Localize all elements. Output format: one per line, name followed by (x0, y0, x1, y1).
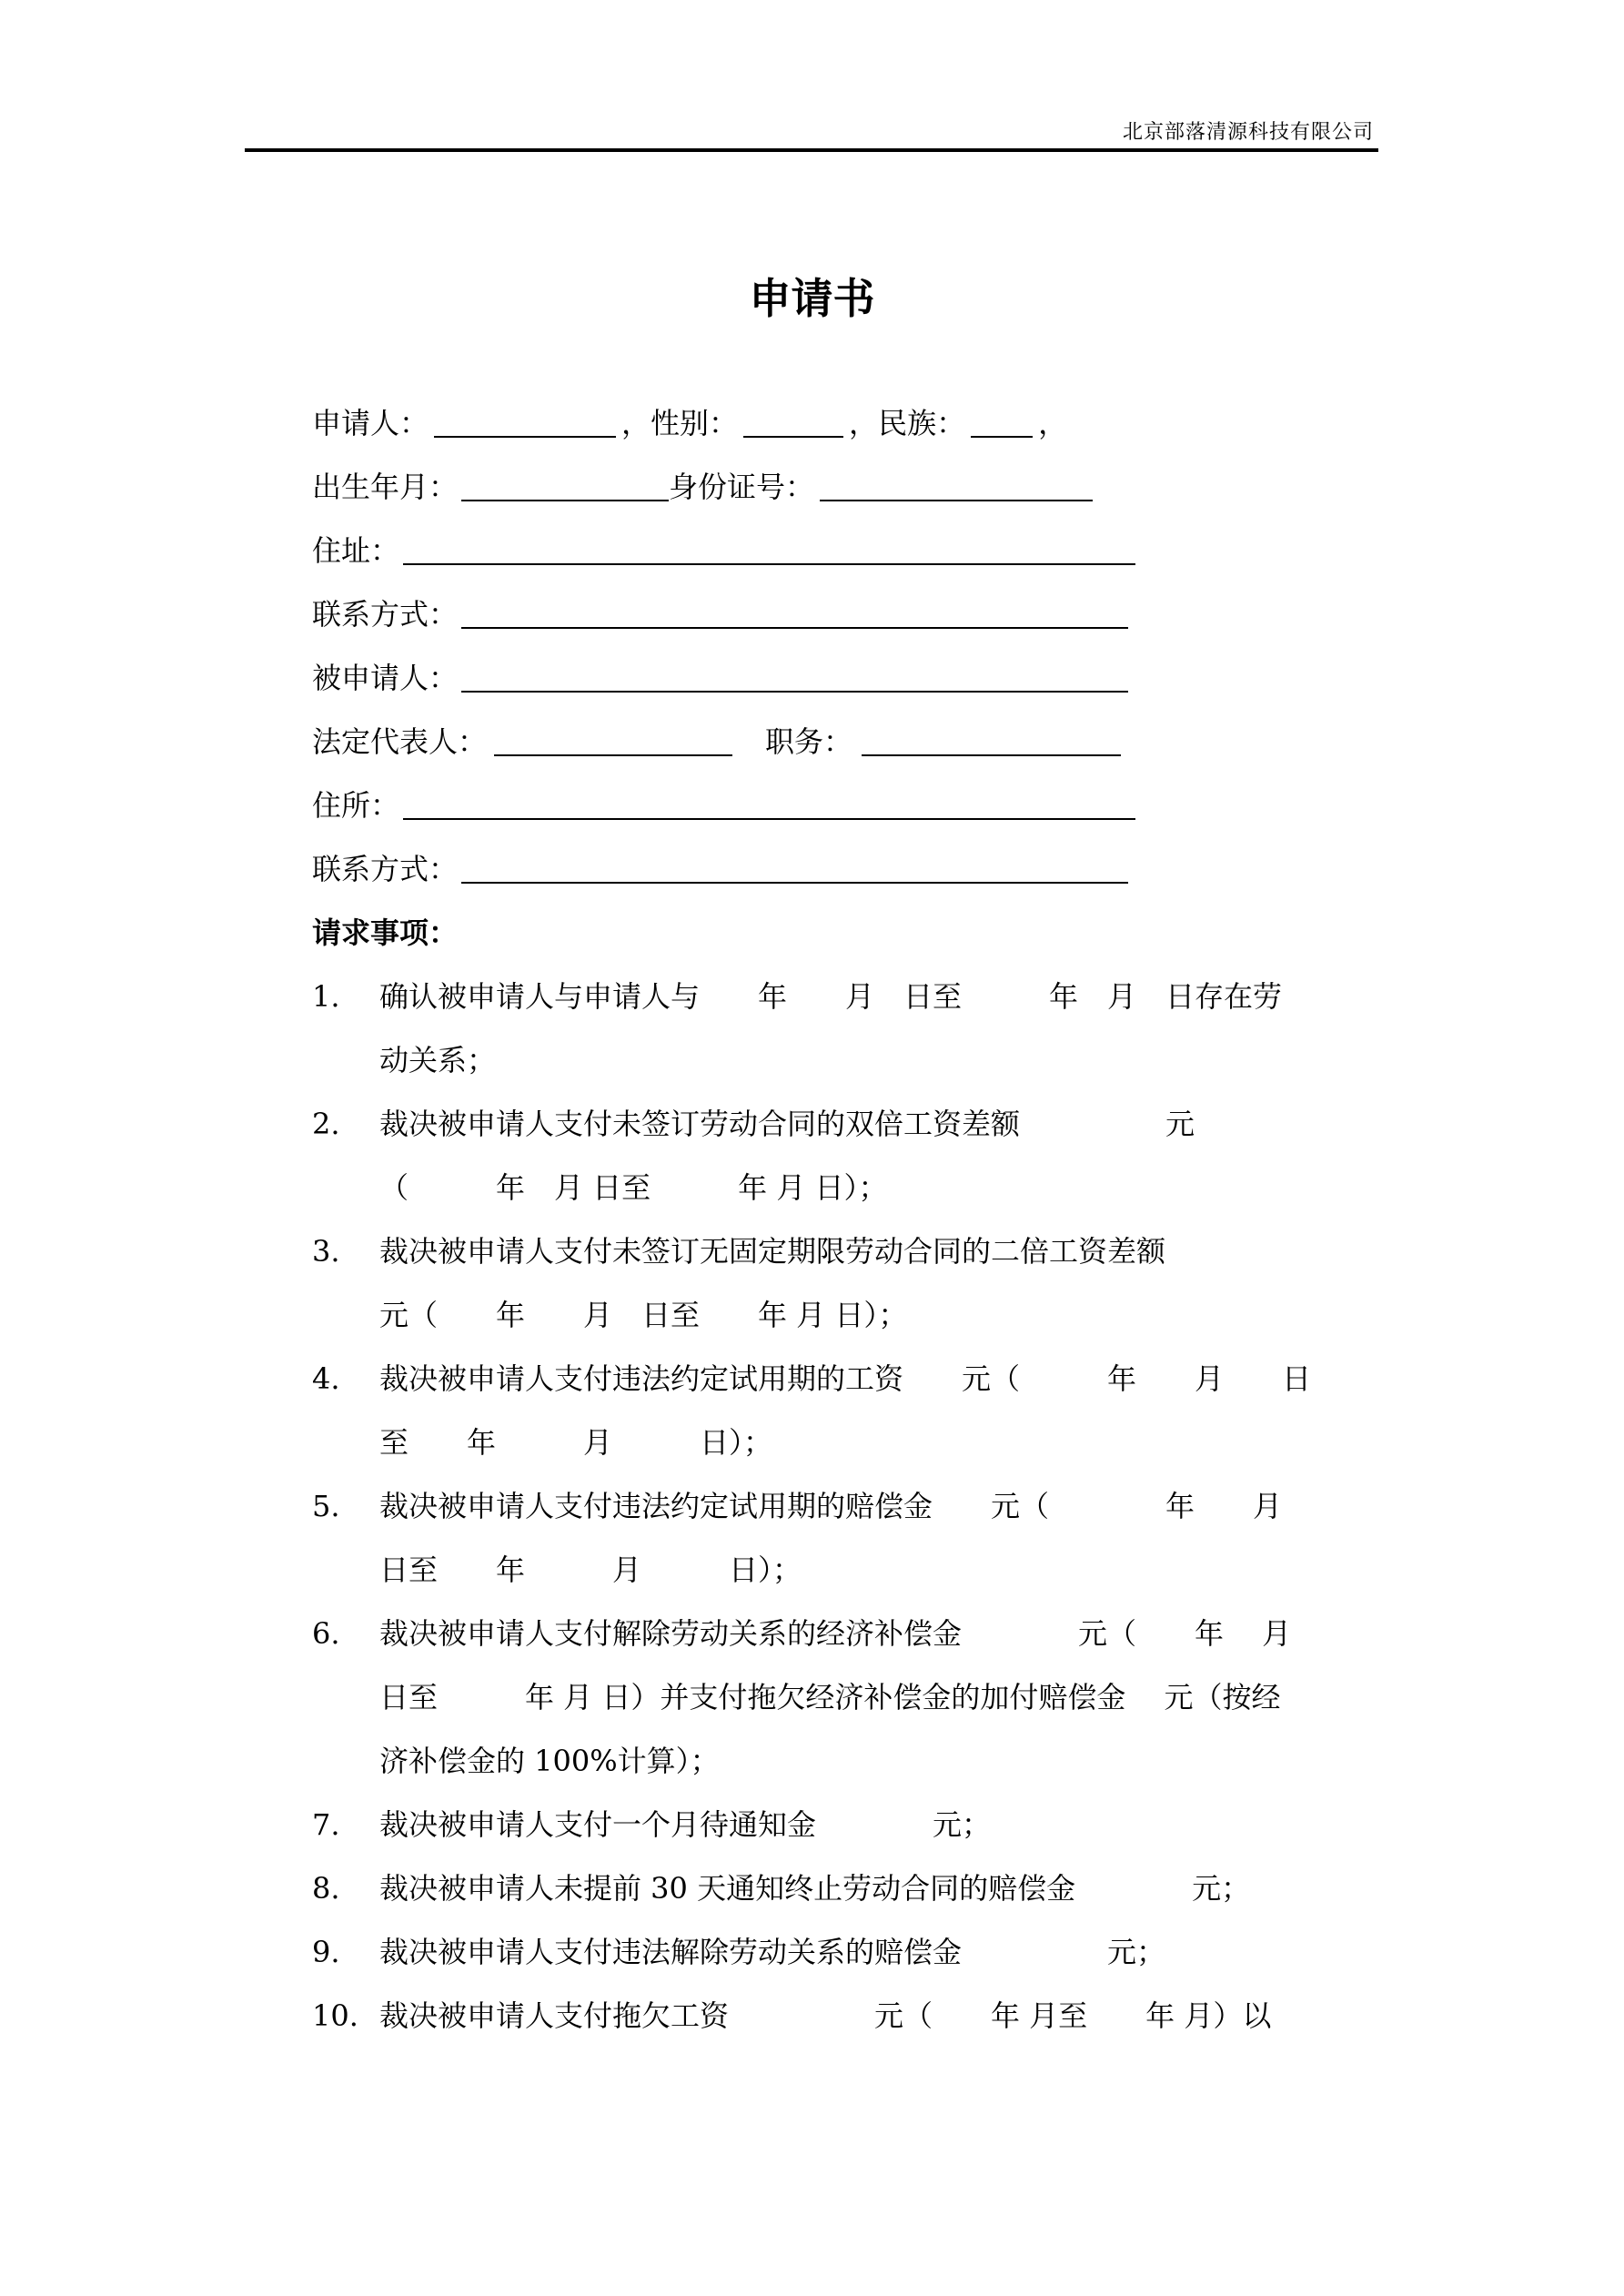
claim-item (312, 1486, 1282, 1526)
claim-number: 2. (312, 1107, 340, 1141)
claim-item (312, 1805, 991, 1845)
claim-item (312, 1932, 1165, 1972)
claim-number: 1. (312, 979, 340, 1014)
applicant-row-1 (312, 403, 1067, 443)
position-label: 职务： (765, 724, 853, 759)
claim-number: 3. (312, 1234, 340, 1269)
separator: ， (849, 406, 879, 440)
claim-text-continued: 日至 年 月 日）并支付拖欠经济补偿金的加付赔偿金 元（按经 (379, 1680, 1281, 1714)
claim-text: 裁决被申请人支付解除劳动关系的经济补偿金 元（ 年 月 (379, 1616, 1292, 1651)
claim-number: 6. (312, 1616, 340, 1651)
applicant-row-2 (312, 467, 1098, 507)
respondent-contact-row (312, 849, 1134, 889)
respondent-rep-row (312, 722, 1126, 762)
gender-label: 性别： (651, 406, 739, 440)
domicile-label: 住所： (312, 788, 400, 823)
claim-text: 裁决被申请人支付违法解除劳动关系的赔偿金 元； (379, 1935, 1166, 1969)
claims-heading: 请求事项： (312, 915, 459, 950)
header-rule (245, 148, 1378, 152)
claim-number: 9. (312, 1935, 340, 1969)
separator: ， (1038, 406, 1068, 440)
id-number-field[interactable] (820, 467, 1093, 501)
domicile-field[interactable] (403, 785, 1135, 820)
claim-item (312, 1868, 1250, 1908)
applicant-name-label: 申请人： (312, 406, 429, 440)
claim-text: 裁决被申请人支付一个月待通知金 元； (379, 1807, 992, 1842)
id-number-label: 身份证号： (669, 470, 815, 504)
header-company-name: 北京部落清源科技有限公司 (1122, 121, 1374, 144)
claim-text-continued: 日至 年 月 日）； (379, 1553, 802, 1587)
claim-number: 5. (312, 1489, 340, 1523)
separator: ， (621, 406, 651, 440)
claim-item (312, 1359, 1311, 1399)
applicant-address-row (312, 531, 1141, 571)
claim-text-continued: 济补偿金的 100%计算）； (379, 1744, 720, 1778)
claim-text: 裁决被申请人支付违法约定试用期的赔偿金 元（ 年 月 (379, 1489, 1283, 1523)
ethnicity-field[interactable] (971, 403, 1033, 438)
claim-number: 4. (312, 1361, 340, 1396)
respondent-contact-label: 联系方式： (312, 852, 459, 886)
birth-field[interactable] (461, 467, 669, 501)
birth-label: 出生年月： (312, 470, 459, 504)
claim-text-continued: 元（ 年 月 日至 年 月 日）； (379, 1298, 908, 1332)
position-field[interactable] (862, 722, 1121, 756)
applicant-contact-field[interactable] (461, 594, 1128, 629)
applicant-name-field[interactable] (434, 403, 616, 438)
respondent-domicile-row (312, 785, 1141, 825)
address-field[interactable] (403, 531, 1135, 565)
claim-item (312, 1231, 1165, 1271)
applicant-contact-label: 联系方式： (312, 597, 459, 632)
claim-text-continued: 动关系； (379, 1043, 497, 1077)
respondent-name-label: 被申请人： (312, 661, 459, 695)
claim-text: 裁决被申请人支付拖欠工资 元（ 年 月至 年 月）以 (379, 1998, 1272, 2033)
respondent-contact-field[interactable] (461, 849, 1128, 884)
address-label: 住址： (312, 533, 400, 568)
respondent-name-row (312, 658, 1134, 698)
claim-text: 确认被申请人与申请人与 年 月 日至 年 月 日存在劳 (379, 979, 1283, 1014)
respondent-name-field[interactable] (461, 658, 1128, 693)
claim-text: 裁决被申请人未提前 30 天通知终止劳动合同的赔偿金 元； (379, 1871, 1251, 1906)
document-title: 申请书 (749, 274, 875, 323)
claim-item (312, 1996, 1271, 2036)
claim-text-continued: （ 年 月 日至 年 月 日）； (379, 1170, 888, 1205)
claim-item (312, 1613, 1291, 1654)
claim-number: 8. (312, 1871, 340, 1906)
claim-number: 10. (312, 1998, 358, 2033)
gender-field[interactable] (743, 403, 843, 438)
claim-text: 裁决被申请人支付未签订劳动合同的双倍工资差额 元 (379, 1107, 1195, 1141)
legal-rep-label: 法定代表人： (312, 724, 488, 759)
claim-number: 7. (312, 1807, 340, 1842)
claim-text-continued: 至 年 月 日）； (379, 1425, 773, 1460)
applicant-contact-row (312, 594, 1134, 634)
claim-text: 裁决被申请人支付违法约定试用期的工资 元（ 年 月 日 (379, 1361, 1312, 1396)
claim-text: 裁决被申请人支付未签订无固定期限劳动合同的二倍工资差额 (379, 1234, 1166, 1269)
claim-item (312, 1104, 1195, 1144)
claim-item (312, 976, 1282, 1017)
legal-rep-field[interactable] (494, 722, 732, 756)
ethnicity-label: 民族： (878, 406, 966, 440)
